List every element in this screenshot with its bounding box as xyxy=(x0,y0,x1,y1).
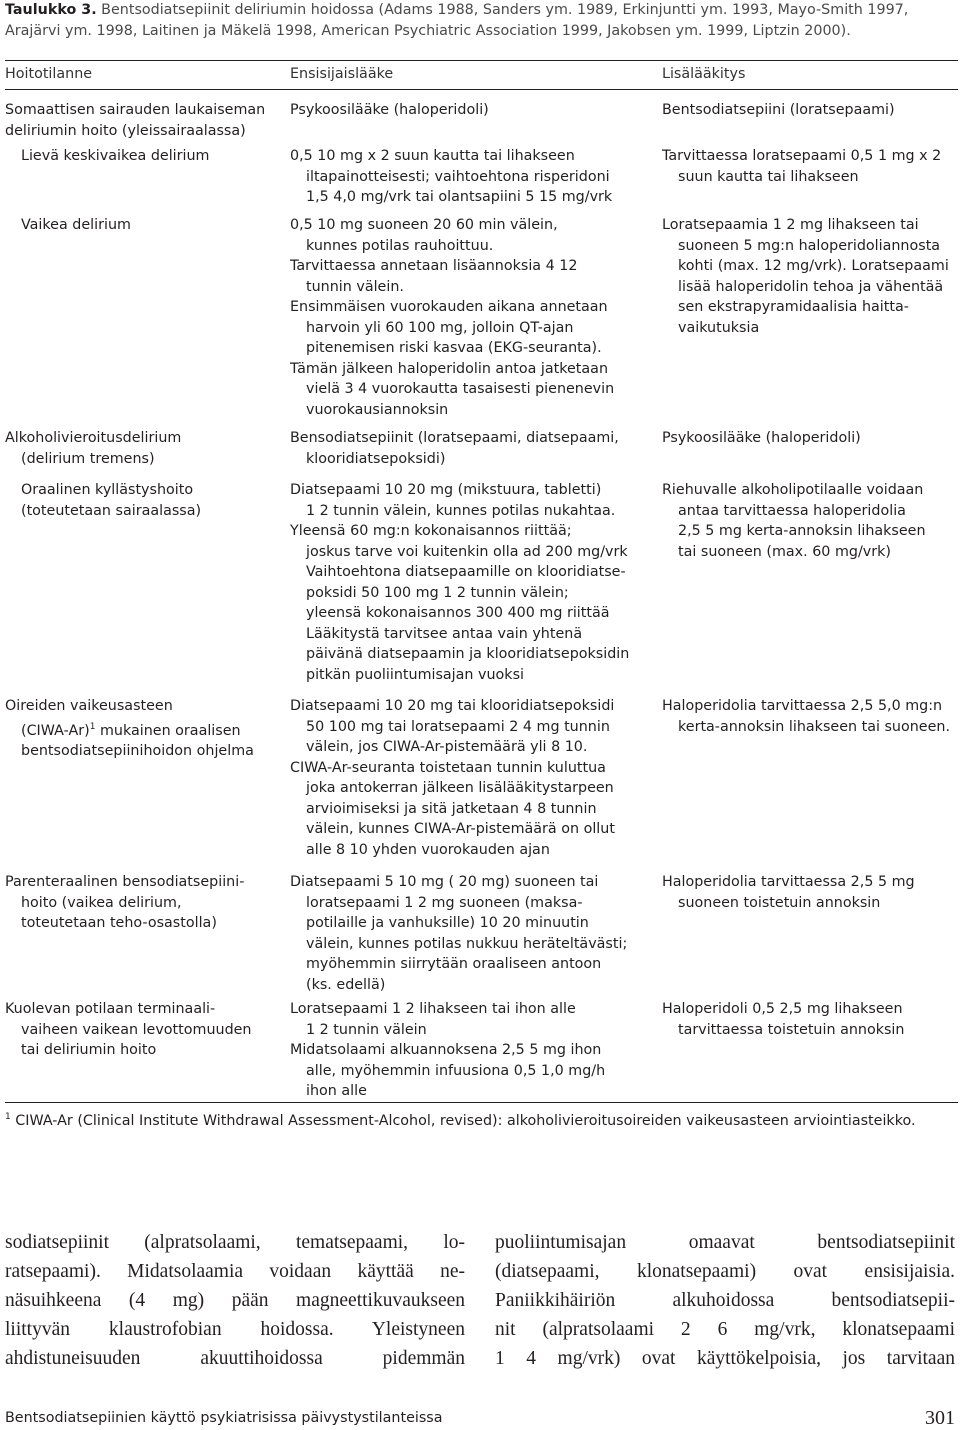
cell-line: kunnes potilas rauhoittuu. xyxy=(306,237,494,254)
body-line: Paniikkihäiriön alkuhoidossa bentsodiatsepii- xyxy=(495,1290,955,1311)
cell-line: Vaikea delirium xyxy=(21,217,131,233)
cell-additional-drug xyxy=(662,100,958,121)
cell-line: poksidi 50 100 mg 1 2 tunnin välein; xyxy=(306,584,569,601)
cell-line: yleensä kokonaisannos 300 400 mg riittää xyxy=(306,605,610,621)
cell-situation xyxy=(5,428,280,469)
cell-situation xyxy=(5,480,280,521)
cell-line: Riehuvalle alkoholipotilaalle voidaan xyxy=(662,482,924,498)
cell-line: 2,5 5 mg kerta-annoksin lihakseen xyxy=(678,523,926,539)
table-row xyxy=(5,428,958,480)
cell-additional-drug xyxy=(662,428,958,449)
cell-line: mukainen oraalisen xyxy=(95,722,241,739)
cell-situation xyxy=(5,146,280,167)
cell-line: suoneen toistetuin annoksin xyxy=(678,894,881,911)
cell-line: Haloperidoli 0,5 2,5 mg lihakseen xyxy=(662,1001,903,1017)
footnote-text: CIWA-Ar (Clinical Institute Withdrawal Assessment-Alcohol, revised): alkoholivieroitusoireiden vaikeusasteen arviointiasteikko. xyxy=(10,1112,916,1129)
cell-line: vaikutuksia xyxy=(678,319,760,336)
cell-additional-drug xyxy=(662,999,958,1040)
cell-line: 1 2 tunnin välein xyxy=(306,1021,427,1038)
cell-line: lisää haloperidolin tehoa ja vähentää xyxy=(678,278,944,295)
cell-situation xyxy=(5,215,280,236)
table-row xyxy=(5,480,958,696)
cell-line: 0,5 10 mg x 2 suun kautta tai lihakseen xyxy=(290,148,575,164)
cell-line: kohti (max. 12 mg/vrk). Loratsepaami xyxy=(678,258,949,274)
cell-primary-drug xyxy=(290,480,650,685)
cell-line: klooridiatsepoksidi) xyxy=(306,450,446,467)
footnote-mark: 1 xyxy=(5,1112,11,1122)
header-lisalaakitys: Lisälääkitys xyxy=(662,66,746,82)
cell-primary-drug xyxy=(290,215,650,420)
cell-line: iltapainotteisesti; vaihtoehtona risperidoni xyxy=(306,168,610,185)
caption-line-1: Bentsodiatsepiinit deliriumin hoidossa (Adams 1988, Sanders ym. 1989, Erkinjuntti ym. 1993, Mayo-Smith 1997, xyxy=(96,2,909,18)
cell-line: antaa tarvittaessa haloperidolia xyxy=(678,502,906,519)
cell-line: potilaille ja vanhuksille) 10 20 minuutin xyxy=(306,915,589,931)
cell-line: 1 2 tunnin välein, kunnes potilas nukahtaa. xyxy=(306,502,616,519)
cell-primary-drug xyxy=(290,999,650,1102)
cell-line: Loratsepaami 1 2 lihakseen tai ihon alle xyxy=(290,1001,576,1017)
cell-line: tunnin välein. xyxy=(306,278,404,295)
cell-line: Lääkitystä tarvitsee antaa vain yhtenä xyxy=(306,625,583,642)
cell-line: CIWA-Ar-seuranta toistetaan tunnin kuluttua xyxy=(290,759,606,776)
table-row xyxy=(5,100,958,137)
cell-line: suun kautta tai lihakseen xyxy=(678,168,859,185)
cell-line: toteutetaan teho-osastolla) xyxy=(21,915,217,931)
cell-line: vuorokausiannoksin xyxy=(306,401,449,418)
cell-line: 1,5 4,0 mg/vrk tai olantsapiini 5 15 mg/vrk xyxy=(306,189,613,205)
cell-line: tarvittaessa toistetuin annoksin xyxy=(678,1021,905,1038)
cell-situation xyxy=(5,999,280,1061)
cell-line: loratsepaami 1 2 mg suoneen (maksa- xyxy=(306,894,583,911)
cell-line: Psykoosilääke (haloperidoli) xyxy=(662,430,861,446)
cell-line: 50 100 mg tai loratsepaami 2 4 mg tunnin xyxy=(306,718,610,735)
cell-line: Haloperidolia tarvittaessa 2,5 5 mg xyxy=(662,874,915,890)
cell-line: arvioimiseksi ja sitä jatketaan 4 8 tunnin xyxy=(306,800,597,817)
cell-line: sen ekstrapyramidaalisia haitta- xyxy=(678,299,909,315)
body-line: (diatsepaami, klonatsepaami) ovat ensisijaisia. xyxy=(495,1261,955,1282)
cell-line: hoito (vaikea delirium, xyxy=(21,894,182,911)
cell-line: vaiheen vaikean levottomuuden xyxy=(21,1021,252,1038)
table-row xyxy=(5,146,958,212)
cell-line: harvoin yli 60 100 mg, jolloin QT-ajan xyxy=(306,319,574,336)
cell-line: välein, kunnes CIWA-Ar-pistemäärä on ollut xyxy=(306,821,615,837)
cell-line: Diatsepaami 10 20 mg (mikstuura, tabletti) xyxy=(290,482,602,498)
cell-primary-drug xyxy=(290,100,650,121)
footnote-ref: 1 xyxy=(89,721,96,732)
cell-line: Oireiden vaikeusasteen xyxy=(5,698,173,714)
cell-line: tai deliriumin hoito xyxy=(21,1042,157,1058)
treatment-table xyxy=(5,60,958,1103)
cell-line: Oraalinen kyllästyshoito xyxy=(21,482,194,498)
cell-line: Midatsolaami alkuannoksena 2,5 5 mg ihon xyxy=(290,1042,602,1058)
body-column-left xyxy=(5,1228,465,1373)
cell-line: ihon alle xyxy=(306,1083,367,1099)
cell-line: (delirium tremens) xyxy=(21,450,155,467)
cell-line: Diatsepaami 10 20 mg tai klooridiatsepoksidi xyxy=(290,698,615,714)
cell-line: Tarvittaessa loratsepaami 0,5 1 mg x 2 xyxy=(662,148,942,164)
cell-line: suoneen 5 mg:n haloperidoliannosta xyxy=(678,237,941,254)
cell-line: (toteutetaan sairaalassa) xyxy=(21,502,202,519)
table-bottom-rule xyxy=(5,1102,958,1103)
cell-line: välein, jos CIWA-Ar-pistemäärä yli 8 10. xyxy=(306,739,588,755)
cell-line: Lievä keskivaikea delirium xyxy=(21,148,210,164)
running-footer-title: Bentsodiatsepiinien käyttö psykiatrisissa päivystystilanteissa xyxy=(5,1410,443,1426)
cell-line: myöhemmin siirrytään oraaliseen antoon xyxy=(306,956,602,972)
table-row xyxy=(5,215,958,428)
cell-line: Ensimmäisen vuorokauden aikana annetaan xyxy=(290,299,608,315)
cell-line: Somaattisen sairauden laukaiseman xyxy=(5,102,266,118)
cell-line: 0,5 10 mg suoneen 20 60 min välein, xyxy=(290,217,558,233)
cell-situation xyxy=(5,100,280,141)
caption-line-2: Arajärvi ym. 1998, Laitinen ja Mäkelä 1998, American Psychiatric Association 1999, Jakobsen ym. 1999, Liptzin 2000). xyxy=(5,22,851,39)
table-caption xyxy=(5,0,960,41)
cell-line: välein, kunnes potilas nukkuu heräteltävästi; xyxy=(306,935,628,952)
cell-primary-drug xyxy=(290,872,650,995)
table-footnote xyxy=(5,1112,916,1129)
body-line: puoliintumisajan omaavat bentsodiatsepiinit xyxy=(495,1232,955,1253)
cell-line: Haloperidolia tarvittaessa 2,5 5,0 mg:n xyxy=(662,698,943,714)
header-hoitotilanne: Hoitotilanne xyxy=(5,66,93,82)
cell-additional-drug xyxy=(662,215,958,338)
cell-additional-drug xyxy=(662,696,958,737)
body-line: nit (alpratsolaami 2 6 mg/vrk, klonatsepaami xyxy=(495,1319,955,1340)
body-line: 1 4 mg/vrk) ovat käyttökelpoisia, jos tarvitaan xyxy=(495,1348,955,1369)
cell-line: (ks. edellä) xyxy=(306,976,386,993)
cell-line: deliriumin hoito (yleissairaalassa) xyxy=(5,122,246,139)
table-row xyxy=(5,999,958,1102)
cell-line: bentsodiatsepiinihoidon ohjelma xyxy=(21,742,254,759)
cell-line: alle 8 10 yhden vuorokauden ajan xyxy=(306,841,550,858)
header-ensisijaislaake: Ensisijaislääke xyxy=(290,66,394,82)
body-line: sodiatsepiinit (alpratsolaami, tematsepaami, lo- xyxy=(5,1232,465,1253)
cell-situation xyxy=(5,696,280,761)
cell-line: Vaihtoehtona diatsepaamille on klooridiatse- xyxy=(306,564,626,580)
table-row xyxy=(5,872,958,999)
cell-line: Kuolevan potilaan terminaali- xyxy=(5,1001,216,1017)
cell-additional-drug xyxy=(662,872,958,913)
body-line: ratsepaami). Midatsolaamia voidaan käyttää ne- xyxy=(5,1261,465,1282)
cell-line: Loratsepaamia 1 2 mg lihakseen tai xyxy=(662,217,919,233)
table-header-rule xyxy=(5,89,958,90)
table-header-row xyxy=(5,61,958,89)
cell-line: kerta-annoksin lihakseen tai suoneen. xyxy=(678,718,950,735)
cell-primary-drug xyxy=(290,696,650,860)
cell-line: Bensodiatsepiinit (loratsepaami, diatsepaami, xyxy=(290,430,619,446)
cell-line: pitkän puoliintumisajan vuoksi xyxy=(306,666,524,683)
cell-line: joka antokerran jälkeen lisälääkitystarpeen xyxy=(306,780,614,796)
cell-additional-drug xyxy=(662,146,958,187)
body-column-right xyxy=(495,1228,955,1373)
body-line: liittyvän klaustrofobian hoidossa. Yleistyneen xyxy=(5,1319,465,1340)
cell-line: (CIWA-Ar) xyxy=(21,722,90,739)
cell-line: tai suoneen (max. 60 mg/vrk) xyxy=(678,543,891,560)
caption-label: Taulukko 3. xyxy=(5,2,97,18)
cell-primary-drug xyxy=(290,428,650,469)
cell-line: Psykoosilääke (haloperidoli) xyxy=(290,102,489,118)
cell-line: Alkoholivieroitusdelirium xyxy=(5,430,182,446)
cell-line: päivänä diatsepaamin ja klooridiatsepoksidin xyxy=(306,646,630,662)
cell-situation xyxy=(5,872,280,934)
cell-line: Parenteraalinen bensodiatsepiini- xyxy=(5,874,245,890)
table-row xyxy=(5,696,958,872)
cell-line: Tarvittaessa annetaan lisäannoksia 4 12 xyxy=(290,258,578,274)
cell-line: Bentsodiatsepiini (loratsepaami) xyxy=(662,102,895,118)
cell-line: pitenemisen riski kasvaa (EKG-seuranta). xyxy=(306,340,602,356)
cell-primary-drug xyxy=(290,146,650,208)
cell-line: Yleensä 60 mg:n kokonaisannos riittää; xyxy=(290,523,572,539)
body-line: näsuihkeena (4 mg) pään magneettikuvaukseen xyxy=(5,1290,465,1311)
cell-additional-drug xyxy=(662,480,958,562)
cell-line: joskus tarve voi kuitenkin olla ad 200 mg/vrk xyxy=(306,543,628,560)
cell-line: alle, myöhemmin infuusiona 0,5 1,0 mg/h xyxy=(306,1062,606,1079)
body-line: ahdistuneisuuden akuuttihoidossa pidemmän xyxy=(5,1348,465,1369)
cell-line: Diatsepaami 5 10 mg ( 20 mg) suoneen tai xyxy=(290,874,599,890)
cell-line: vielä 3 4 vuorokautta tasaisesti pienenevin xyxy=(306,381,615,397)
page-footer xyxy=(5,1407,955,1429)
page-number: 301 xyxy=(925,1407,955,1429)
cell-line: Tämän jälkeen haloperidolin antoa jatketaan xyxy=(290,360,609,377)
